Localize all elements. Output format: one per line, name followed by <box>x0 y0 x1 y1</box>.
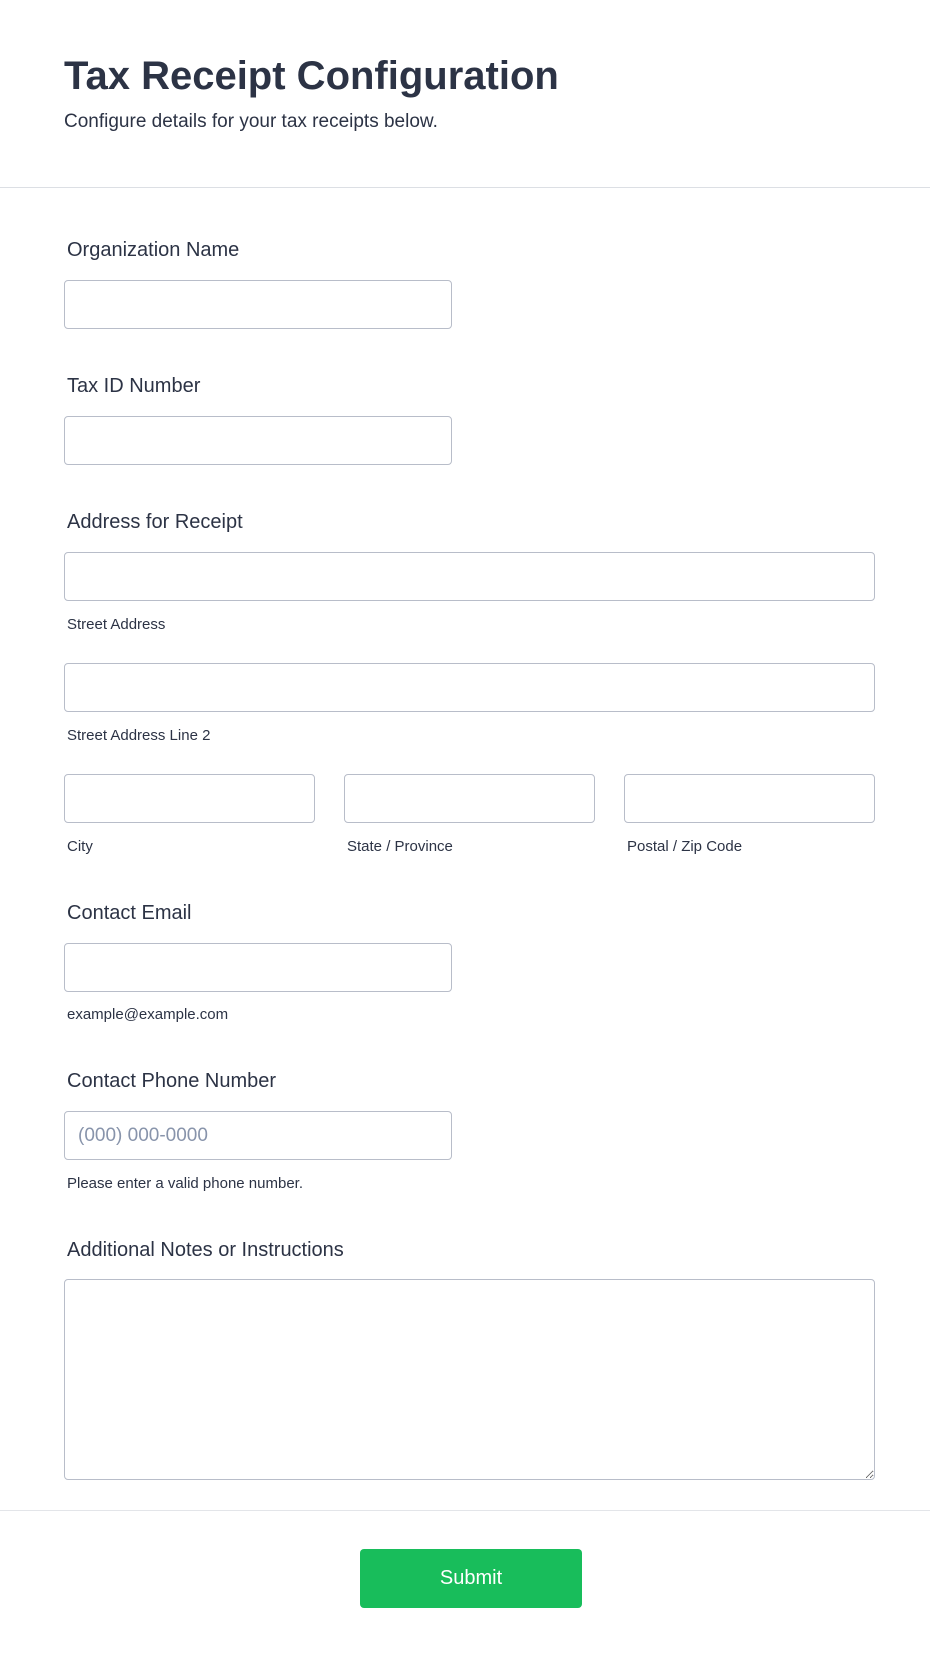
additional-notes-label: Additional Notes or Instructions <box>67 1239 344 1261</box>
form-header <box>0 0 930 188</box>
contact-phone-input[interactable] <box>64 1111 452 1160</box>
form-subtitle: Configure details for your tax receipts below. <box>64 111 438 132</box>
street-address-line2-sublabel: Street Address Line 2 <box>67 727 211 744</box>
street-address-input[interactable] <box>64 552 875 601</box>
street-address-sublabel: Street Address <box>67 616 166 633</box>
submit-button[interactable]: Submit <box>360 1549 582 1608</box>
footer-divider <box>0 1510 930 1511</box>
tax-id-input[interactable] <box>64 416 452 465</box>
organization-name-input[interactable] <box>64 280 452 329</box>
contact-email-label: Contact Email <box>67 902 192 924</box>
address-label: Address for Receipt <box>67 511 243 533</box>
contact-phone-label: Contact Phone Number <box>67 1070 277 1092</box>
state-province-sublabel: State / Province <box>347 838 453 855</box>
city-input[interactable] <box>64 774 315 823</box>
postal-code-sublabel: Postal / Zip Code <box>627 838 743 855</box>
tax-id-label: Tax ID Number <box>67 375 201 397</box>
postal-code-input[interactable] <box>624 774 875 823</box>
contact-email-sublabel: example@example.com <box>67 1006 229 1023</box>
contact-email-input[interactable] <box>64 943 452 992</box>
additional-notes-textarea[interactable] <box>64 1279 875 1480</box>
state-province-input[interactable] <box>344 774 595 823</box>
city-sublabel: City <box>67 838 93 855</box>
organization-name-label: Organization Name <box>67 239 240 261</box>
street-address-line2-input[interactable] <box>64 663 875 712</box>
form-title: Tax Receipt Configuration <box>64 54 559 98</box>
contact-phone-sublabel: Please enter a valid phone number. <box>67 1175 303 1192</box>
